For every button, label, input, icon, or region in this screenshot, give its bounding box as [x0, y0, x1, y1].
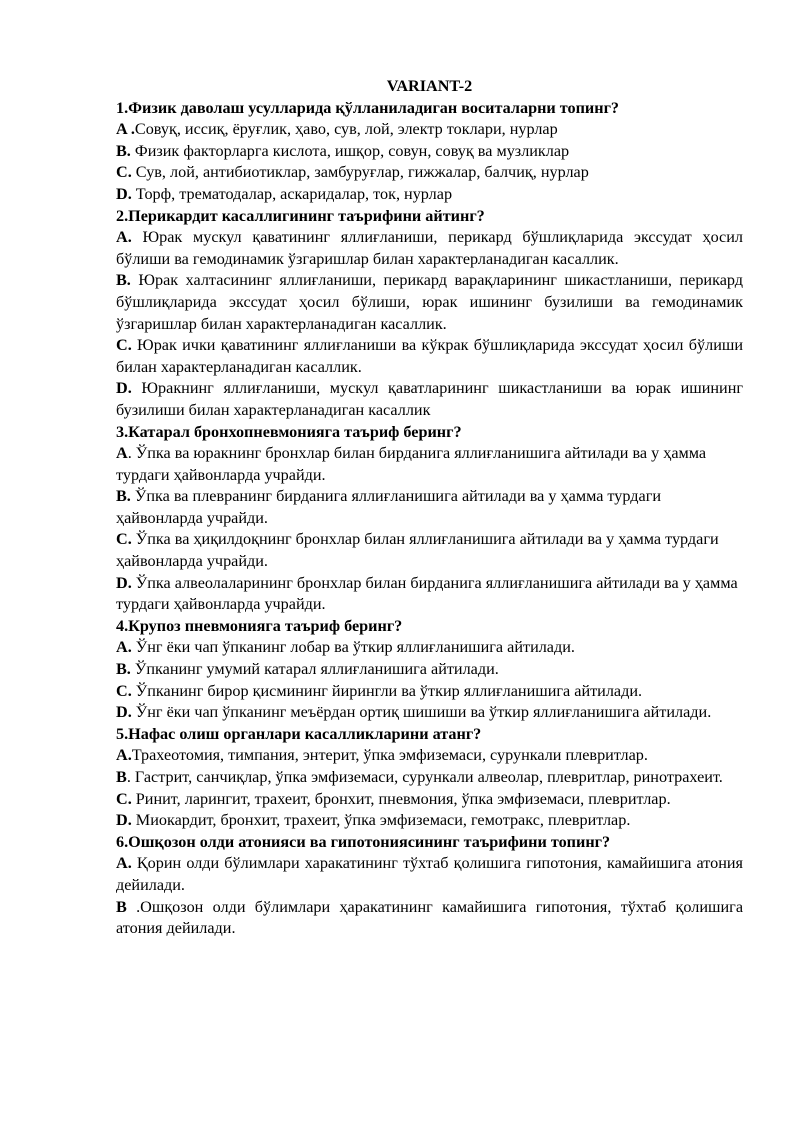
- option-label: A.: [116, 228, 132, 247]
- question-3: 3.Катарал бронхопневмонияга таъриф беринг?: [116, 422, 462, 441]
- option-text: Ўпканинг бирор қисмининг йирингли ва ўткир яллиғланишига айтилади.: [131, 681, 643, 700]
- option-label: B: [116, 897, 127, 916]
- option-label: B.: [116, 141, 131, 160]
- question-5: 5.Нафас олиш органлари касалликларини атанг?: [116, 724, 482, 743]
- option-text: Юракнинг яллиғланиши, мускул қаватларининг шикастланиши ва юрак ишининг бузилиши билан характерланадиган касаллик: [116, 379, 743, 419]
- q1-option-c: [116, 162, 743, 184]
- question-4: 4.Крупоз пневмонияга таъриф беринг?: [116, 616, 403, 635]
- question-6: 6.Ошқозон олди атонияси ва гипотониясининг таърифини топинг?: [116, 832, 611, 851]
- option-text: Ўпка ва ҳиқилдоқнинг бронхлар билан яллиғланишига айтилади ва у ҳамма турдаги ҳайвонларда учрайди.: [116, 530, 719, 571]
- option-label: B: [116, 768, 127, 786]
- q5-option-c: [116, 789, 743, 811]
- question-1: 1.Физик даволаш усулларида қўлланиладиган воситаларни топинг?: [116, 98, 620, 117]
- option-text: Қорин олди бўлимлари харакатининг тўхтаб қолишига гипотония, камайишига атония дейилади.: [116, 854, 743, 894]
- option-text: Миокардит, бронхит, трахеит, ўпка эмфиземаси, гемотракс, плевритлар.: [131, 811, 631, 830]
- q2-option-a: [116, 227, 743, 270]
- option-label: B.: [116, 271, 131, 290]
- option-label: A .: [116, 120, 135, 139]
- q4-option-a: [116, 637, 743, 659]
- option-text: Юрак мускул қаватининг яллиғланиши, перикард бўшлиқларида экссудат ҳосил бўлиши ва гемодинамик ўзгаришлар билан характерланадиган касаллик.: [116, 228, 743, 268]
- option-text: . Гастрит, санчиқлар, ўпка эмфиземаси, сурункали алвеолар, плевритлар, ринотрахеит.: [126, 768, 723, 786]
- q6-option-b: [116, 897, 743, 940]
- option-text: Физик факторларга кислота, ишқор, совун, совуқ ва музликлар: [130, 141, 570, 160]
- option-text: Сув, лой, антибиотиклар, замбуруғлар, гижжалар, балчиқ, нурлар: [131, 163, 589, 182]
- option-label: A.: [116, 746, 132, 765]
- document-title: VARIANT-2: [386, 77, 473, 95]
- option-label: B.: [116, 487, 131, 506]
- option-text: Юрак ички қаватининг яллиғланиши ва кўкрак бўшлиқларида экссудат ҳосил бўлиши билан характерланадиган касаллик.: [116, 336, 743, 376]
- option-label: A.: [116, 854, 132, 873]
- q5-option-a: [116, 745, 743, 767]
- option-text: . Ўпка ва юракнинг бронхлар билан бирданига яллиғланишига айтилади ва у ҳамма турдаги ҳайвонларда учрайди.: [116, 444, 707, 484]
- option-label: C.: [116, 530, 132, 549]
- q2-option-c: [116, 335, 743, 378]
- option-text: Совуқ, иссиқ, ёруғлик, ҳаво, сув, лой, электр токлари, нурлар: [134, 120, 558, 139]
- option-label: A: [116, 444, 128, 463]
- q4-option-c: [116, 681, 743, 703]
- option-text: Трахеотомия, тимпания, энтерит, ўпка эмфиземаси, сурункали плевритлар.: [131, 746, 648, 765]
- option-label: D.: [116, 703, 132, 722]
- q2-option-b: [116, 270, 743, 335]
- option-text: Ўпканинг умумий катарал яллиғланишига айтилади.: [130, 660, 499, 679]
- q3-option-b: [116, 486, 743, 529]
- option-label: D.: [116, 811, 132, 830]
- document-page: [116, 76, 743, 940]
- q5-option-b: [116, 767, 743, 789]
- option-text: Ўпка ва плевранинг бирданига яллиғланишига айтилади ва у ҳамма турдаги ҳайвонларда учрайди.: [116, 487, 661, 527]
- option-text: Ринит, ларингит, трахеит, бронхит, пневмония, ўпка эмфиземаси, плевритлар.: [131, 789, 671, 808]
- option-text: .Ошқозон олди бўлимлари ҳаракатининг камайишига гипотония, тўхтаб қолишига атония дейилади.: [116, 897, 743, 938]
- q1-option-d: [116, 184, 743, 206]
- option-text: Ўнг ёки чап ўпканинг меъёрдан ортиқ шишиши ва ўткир яллиғланишига айтилади.: [131, 703, 712, 722]
- option-text: Торф, трематодалар, аскаридалар, ток, нурлар: [131, 184, 453, 203]
- q1-option-a: [116, 119, 743, 141]
- option-text: Ўпка алвеолаларининг бронхлар билан бирданига яллиғланишига айтилади ва у ҳамма турдаги ҳайвонларда учрайди.: [116, 573, 738, 614]
- question-2: 2.Перикардит касаллигининг таърифини айтинг?: [116, 206, 485, 225]
- q3-option-d: [116, 573, 743, 616]
- option-text: Ўнг ёки чап ўпканинг лобар ва ўткир яллиғланишига айтилади.: [131, 638, 575, 657]
- q6-option-a: [116, 853, 743, 896]
- option-label: D.: [116, 379, 132, 398]
- q4-option-d: [116, 702, 743, 724]
- option-label: C.: [116, 789, 132, 808]
- option-label: C.: [116, 681, 132, 700]
- q4-option-b: [116, 659, 743, 681]
- q3-option-a: [116, 443, 743, 486]
- option-label: D.: [116, 184, 132, 203]
- q3-option-c: [116, 529, 743, 572]
- option-label: B.: [116, 660, 131, 679]
- q2-option-d: [116, 378, 743, 421]
- option-label: D.: [116, 573, 132, 592]
- option-text: Юрак халтасининг яллиғланиши, перикард варақларининг шикастланиши, перикард бўшлиқларида экссудат ҳосил бўлиши, юрак ишининг бузилиши ва гемодинамик ўзгаришлар билан характерланадиган касаллик.: [116, 271, 743, 333]
- q1-option-b: [116, 141, 743, 163]
- option-label: C.: [116, 163, 132, 182]
- q5-option-d: [116, 810, 743, 832]
- option-label: A.: [116, 638, 132, 657]
- option-label: C.: [116, 336, 132, 355]
